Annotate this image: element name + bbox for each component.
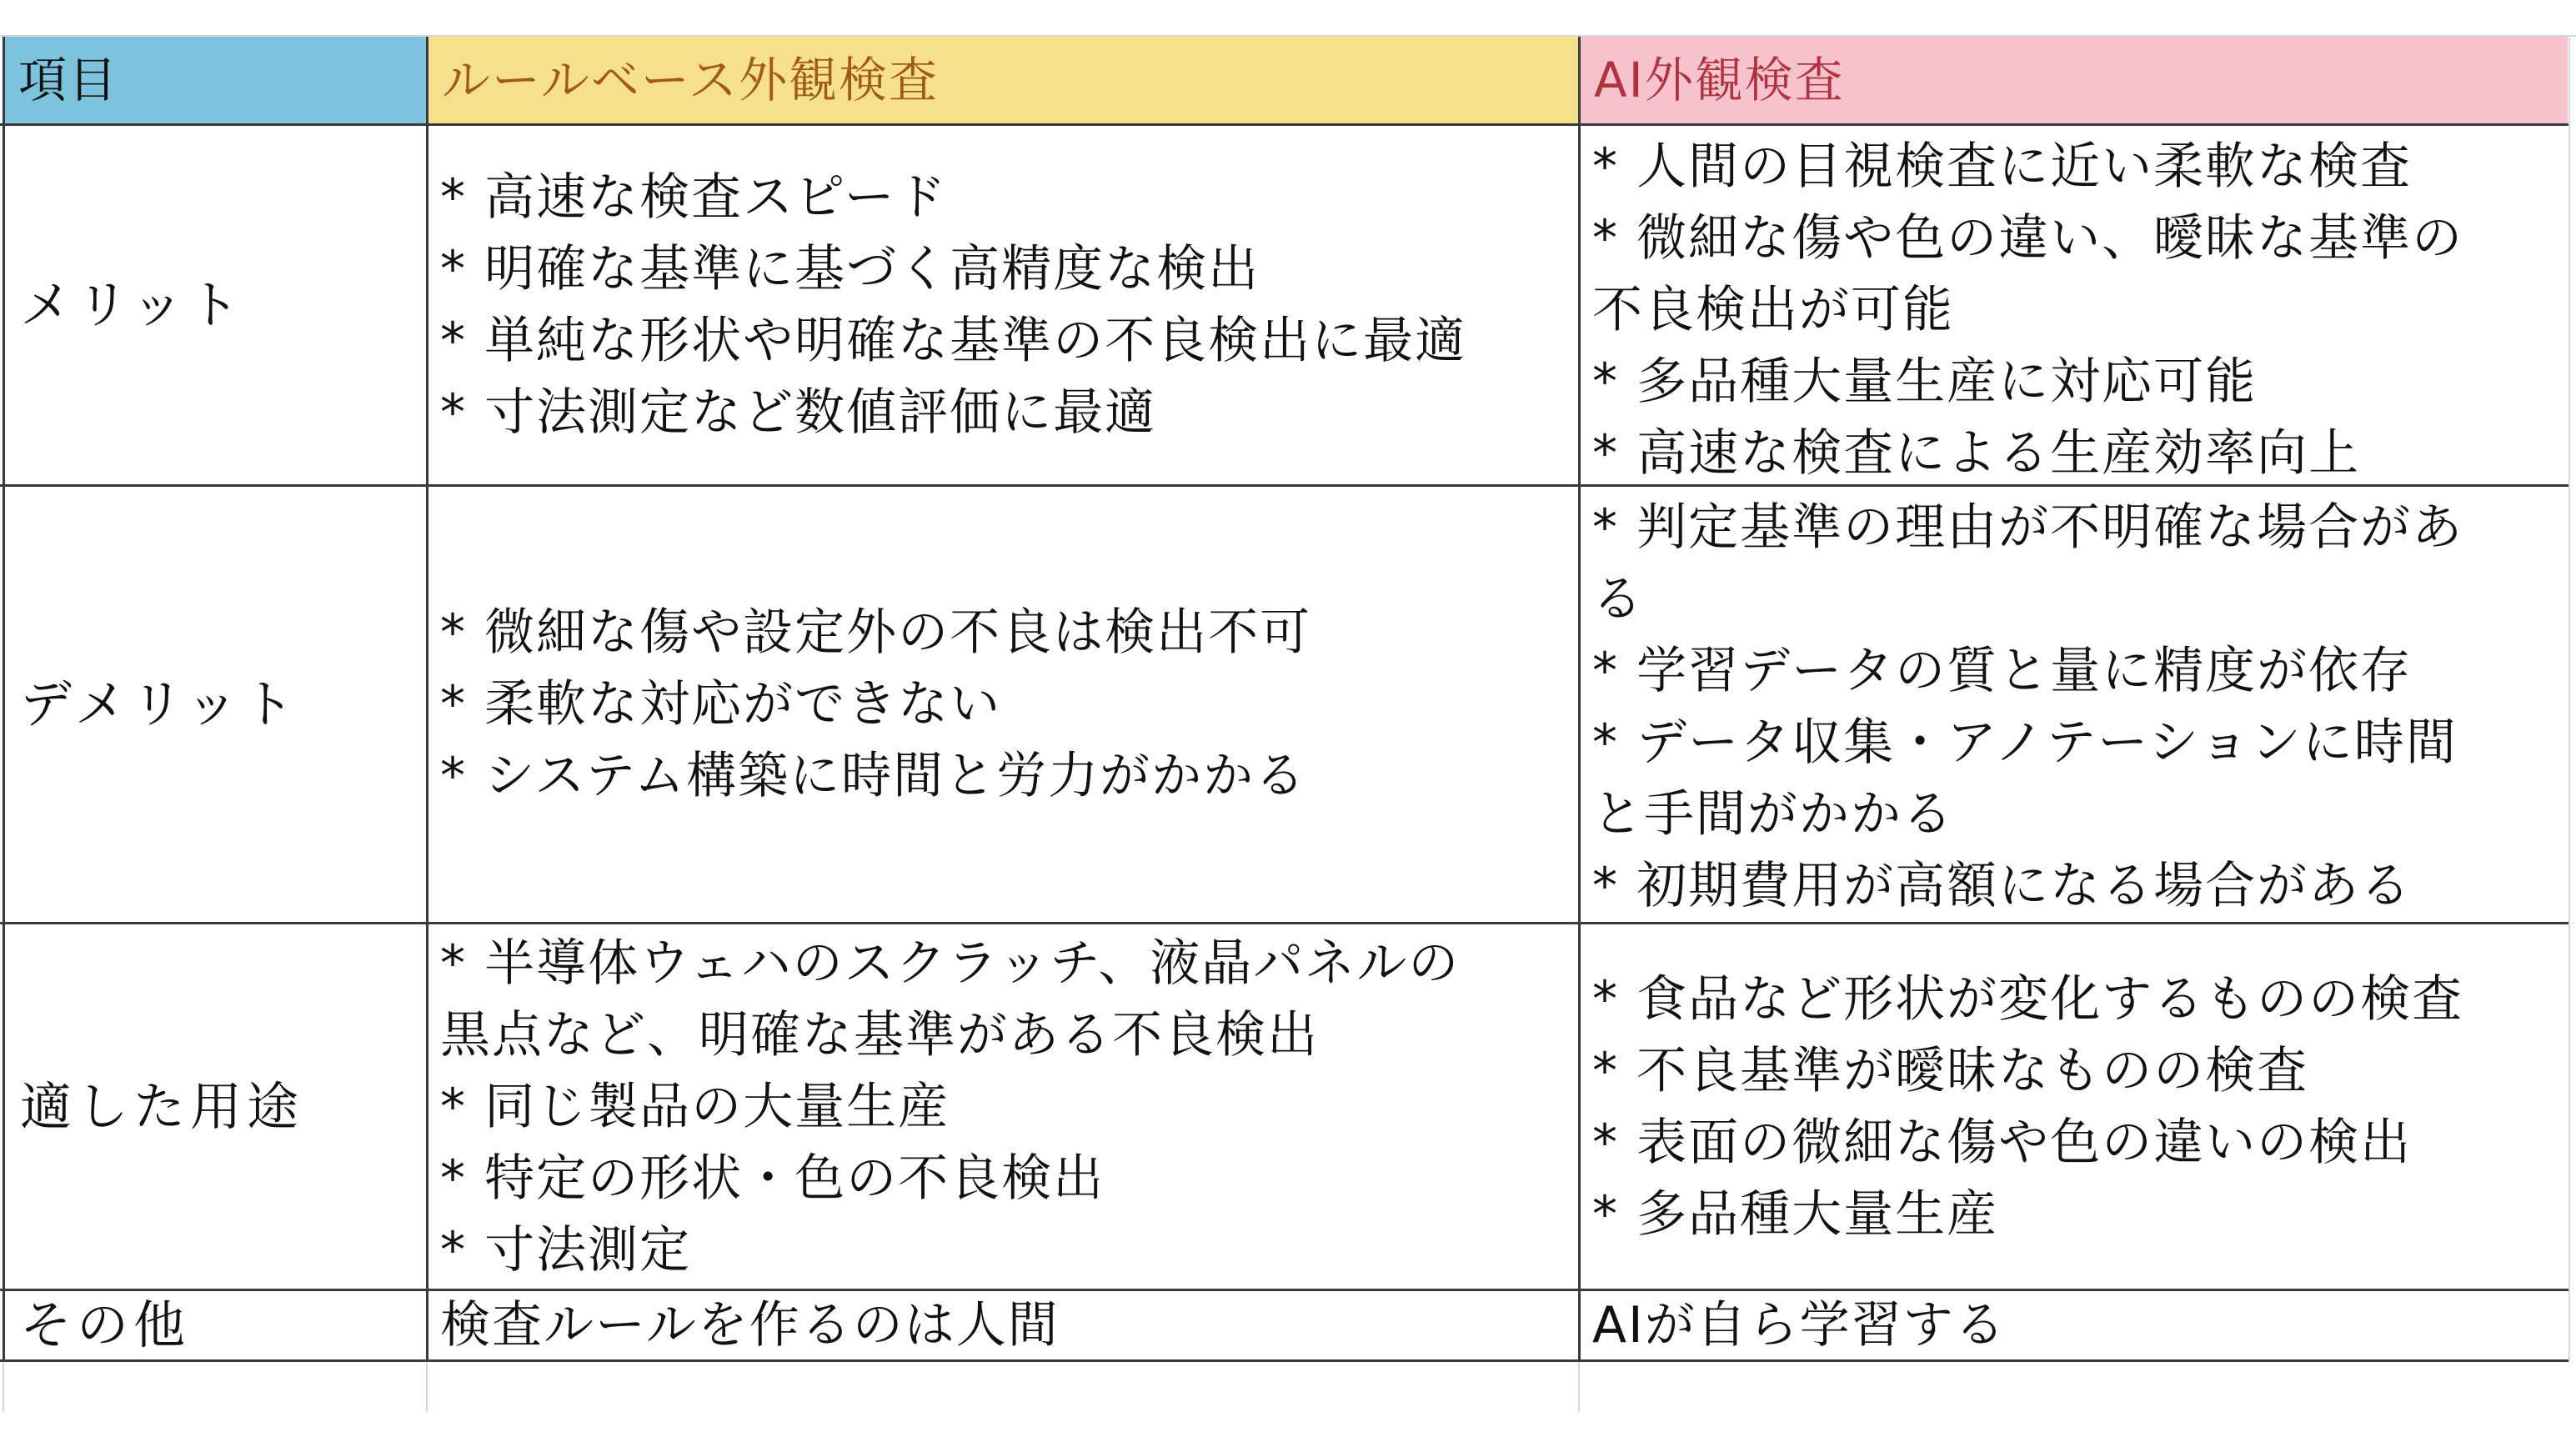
merit-rule-line: * 明確な基準に基づく高精度な検出: [440, 240, 1260, 298]
other-rule-cell[interactable]: [428, 1291, 1578, 1359]
merit-ai-line: * 微細な傷や色の違い、曖昧な基準の: [1592, 209, 2464, 268]
other-ai-text: AIが自ら学習する: [1592, 1296, 2007, 1354]
use-cases-ai-line: * 食品など形状が変化するものの検査: [1592, 969, 2464, 1029]
header-item[interactable]: 項目: [5, 37, 426, 123]
grid-line: [3, 1362, 4, 1412]
merit-rule-line: * 寸法測定など数値評価に最適: [440, 383, 1157, 442]
demerit-rule-line: * 柔軟な対応ができない: [440, 675, 1002, 734]
merit-rule-line: * 単純な形状や明確な基準の不良検出に最適: [440, 312, 1467, 370]
demerit-ai-line: る: [1592, 570, 1644, 628]
header-ai[interactable]: AI外観検査: [1581, 37, 2568, 123]
use-cases-rule-line: * 寸法測定: [440, 1220, 692, 1279]
use-cases-rule-line: * 半導体ウェハのスクラッチ、液晶パネルの: [440, 934, 1461, 993]
use-cases-ai-line: * 不良基準が曖昧なものの検査: [1592, 1041, 2309, 1100]
grid-line: [0, 1289, 2569, 1291]
merit-ai-cell[interactable]: [1581, 126, 2568, 484]
row-label-use-cases[interactable]: 適した用途: [20, 1075, 304, 1137]
merit-ai-line: * 高速な検査による生産効率向上: [1592, 424, 2361, 483]
use-cases-rule-line: * 同じ製品の大量生産: [440, 1077, 950, 1136]
demerit-rule-line: * システム構築に時間と労力がかかる: [440, 747, 1307, 805]
demerit-ai-line: * 学習データの質と量に精度が依存: [1592, 642, 2413, 700]
use-cases-rule-line: * 特定の形状・色の不良検出: [440, 1149, 1105, 1208]
grid-line: [2568, 37, 2570, 1362]
demerit-ai-cell[interactable]: [1581, 487, 2568, 922]
grid-line: [426, 1362, 428, 1412]
demerit-rule-cell[interactable]: [428, 487, 1578, 922]
grid-line: [3, 37, 5, 1362]
demerit-rule-line: * 微細な傷や設定外の不良は検出不可: [440, 603, 1312, 662]
grid-line: [1578, 1362, 1580, 1412]
demerit-ai-line: * 初期費用が高額になる場合がある: [1592, 857, 2413, 915]
use-cases-rule-line: 黒点など、明確な基準がある不良検出: [440, 1005, 1319, 1064]
use-cases-ai-line: * 多品種大量生産: [1592, 1184, 1999, 1244]
merit-rule-line: * 高速な検査スピード: [440, 168, 948, 227]
grid-line: [0, 35, 2576, 37]
row-label-demerit[interactable]: デメリット: [20, 673, 300, 734]
row-label-merit[interactable]: メリット: [20, 274, 245, 335]
other-ai-cell[interactable]: [1581, 1291, 2568, 1359]
grid-line: [0, 123, 2569, 126]
other-rule-text: 検査ルールを作るのは人間: [440, 1296, 1060, 1354]
merit-ai-line: * 人間の目視検査に近い柔軟な検査: [1592, 138, 2413, 196]
row-label-other[interactable]: その他: [20, 1294, 191, 1355]
grid-line: [0, 1359, 2569, 1362]
demerit-ai-line: * データ収集・アノテーションに時間: [1592, 713, 2458, 772]
grid-line: [0, 484, 2569, 487]
use-cases-rule-cell[interactable]: [428, 924, 1578, 1289]
merit-rule-cell[interactable]: [428, 126, 1578, 484]
use-cases-ai-cell[interactable]: [1581, 924, 2568, 1289]
use-cases-ai-line: * 表面の微細な傷や色の違いの検出: [1592, 1113, 2413, 1172]
header-rule-based[interactable]: ルールベース外観検査: [428, 37, 1578, 123]
merit-ai-line: 不良検出が可能: [1592, 281, 1954, 339]
grid-line: [1578, 37, 1581, 1362]
merit-ai-line: * 多品種大量生産に対応可能: [1592, 353, 2258, 411]
grid-line: [426, 37, 428, 1362]
demerit-ai-line: と手間がかかる: [1592, 785, 1954, 844]
demerit-ai-line: * 判定基準の理由が不明確な場合があ: [1592, 498, 2464, 557]
grid-line: [0, 922, 2569, 924]
